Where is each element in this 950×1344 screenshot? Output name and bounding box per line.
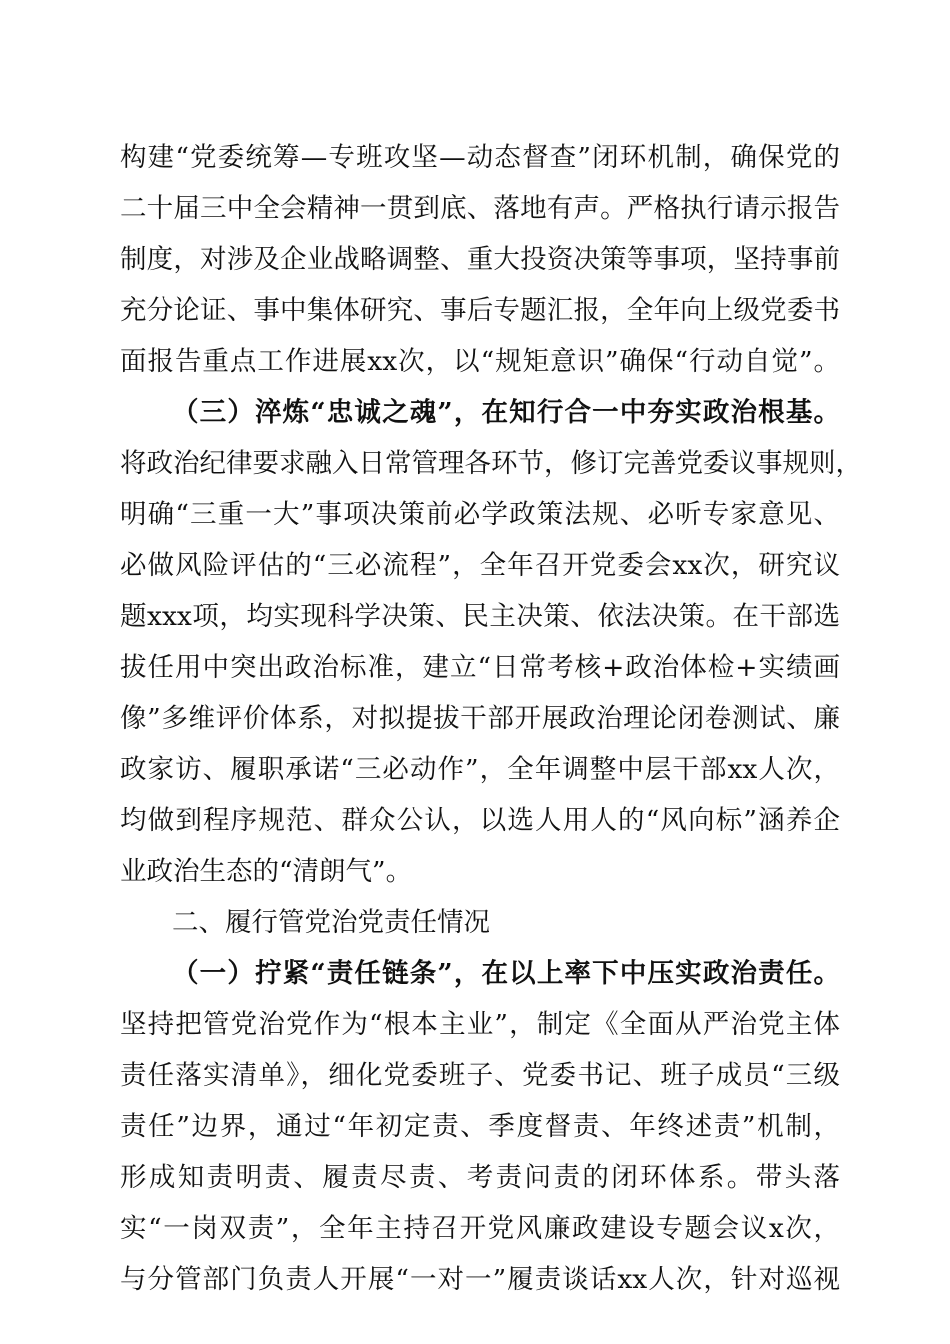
paragraph-line: 构建“党委统筹—专班攻坚—动态督查”闭环机制，确保党的 <box>120 142 840 173</box>
paragraph-line: 实“一岗双责”，全年主持召开党风廉政建设专题会议x次， <box>120 1213 840 1244</box>
paragraph-line: 责任落实清单》，细化党委班子、党委书记、班子成员“三级 <box>120 1060 840 1091</box>
section-subheading: （一）拧紧“责任链条”，在以上率下中压实政治责任。 <box>172 958 840 989</box>
paragraph-line: 像”多维评价体系，对拟提拔干部开展政治理论闭卷测试、廉 <box>120 703 840 734</box>
paragraph-line: 将政治纪律要求融入日常管理各环节，修订完善党委议事规则， <box>120 448 862 479</box>
paragraph-line: 责任”边界，通过“年初定责、季度督责、年终述责”机制， <box>120 1111 840 1142</box>
paragraph-line: 政家访、履职承诺“三必动作”，全年调整中层干部xx人次， <box>120 754 840 785</box>
paragraph-line: 业政治生态的“清朗气”。 <box>120 856 413 887</box>
section-heading: 二、履行管党治党责任情况 <box>172 907 490 938</box>
paragraph-line: 形成知责明责、履责尽责、考责问责的闭环体系。带头落 <box>120 1162 840 1193</box>
paragraph-line: 题xxx项，均实现科学决策、民主决策、依法决策。在干部选 <box>120 601 840 632</box>
paragraph-line: 坚持把管党治党作为“根本主业”，制定《全面从严治党主体 <box>120 1009 840 1040</box>
paragraph-line: 必做风险评估的“三必流程”，全年召开党委会xx次，研究议 <box>120 550 840 581</box>
paragraph-line: 拔任用中突出政治标准，建立“日常考核+政治体检+实绩画 <box>120 652 840 683</box>
paragraph-line: 明确“三重一大”事项决策前必学政策法规、必听专家意见、 <box>120 499 840 530</box>
paragraph-line: 面报告重点工作进展xx次，以“规矩意识”确保“行动自觉”。 <box>120 346 840 377</box>
paragraph-line: 与分管部门负责人开展“一对一”履责谈话xx人次，针对巡视 <box>120 1264 840 1295</box>
paragraph-line: 制度，对涉及企业战略调整、重大投资决策等事项，坚持事前 <box>120 244 840 275</box>
paragraph-line: 均做到程序规范、群众公认，以选人用人的“风向标”涵养企 <box>120 805 840 836</box>
paragraph-line: 充分论证、事中集体研究、事后专题汇报，全年向上级党委书 <box>120 295 840 326</box>
section-subheading: （三）淬炼“忠诚之魂”，在知行合一中夯实政治根基。 <box>172 397 840 428</box>
paragraph-line: 二十届三中全会精神一贯到底、落地有声。严格执行请示报告 <box>120 193 840 224</box>
